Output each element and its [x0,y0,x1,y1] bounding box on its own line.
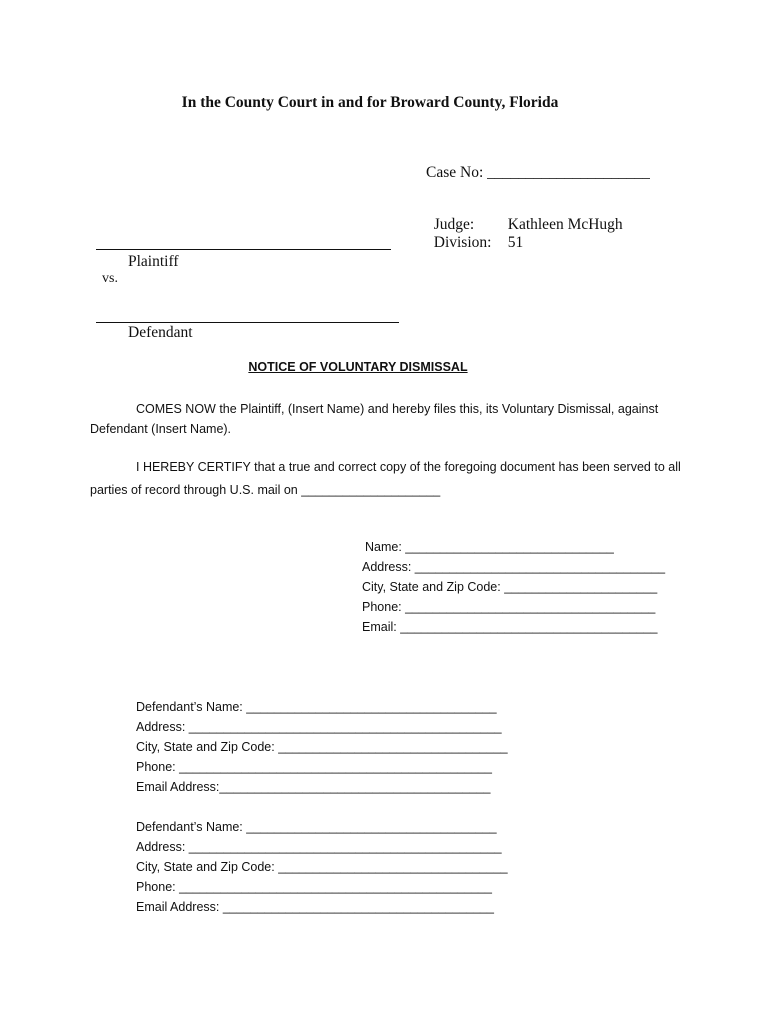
versus-label: vs. [102,271,118,286]
plaintiff-name-line[interactable] [96,249,391,250]
defendant-label: Defendant [128,324,193,341]
defendant-name-line[interactable] [96,322,399,323]
notice-title: NOTICE OF VOLUNTARY DISMISSAL [248,360,468,374]
case-number-field[interactable]: Case No: _____________________ [426,164,650,181]
plaintiff-email-field[interactable]: Email: _____________________________________ [362,620,658,634]
judge-label: Judge: [433,216,475,233]
paragraph-2-line-2[interactable]: parties of record through U.S. mail on ____________________ [90,483,441,497]
plaintiff-phone-field[interactable]: Phone: ____________________________________ [362,600,656,614]
defendant-1-name-field[interactable]: Defendant’s Name: ____________________________________ [136,700,497,714]
defendant-2-city-field[interactable]: City, State and Zip Code: _________________________________ [136,860,508,874]
judge-value: Kathleen McHugh [507,216,623,233]
court-title: In the County Court in and for Broward County, Florida [181,94,559,111]
division-label: Division: [433,234,492,251]
plaintiff-name-field[interactable]: Name: ______________________________ [365,540,614,554]
defendant-2-phone-field[interactable]: Phone: _____________________________________________ [136,880,492,894]
defendant-1-city-field[interactable]: City, State and Zip Code: _________________________________ [136,740,508,754]
plaintiff-city-field[interactable]: City, State and Zip Code: ______________________ [362,580,658,594]
defendant-2-name-field[interactable]: Defendant’s Name: ____________________________________ [136,820,497,834]
defendant-1-address-field[interactable]: Address: _____________________________________________ [136,720,502,734]
paragraph-1-line-2: Defendant (Insert Name). [90,422,232,436]
division-row [426,216,523,252]
plaintiff-address-field[interactable]: Address: ____________________________________ [362,560,666,574]
plaintiff-label: Plaintiff [128,253,179,270]
defendant-1-phone-field[interactable]: Phone: _____________________________________________ [136,760,492,774]
defendant-2-address-field[interactable]: Address: _____________________________________________ [136,840,502,854]
paragraph-1-line-1: COMES NOW the Plaintiff, (Insert Name) and hereby files this, its Voluntary Dismissal, against [136,402,659,416]
paragraph-2-line-1: I HEREBY CERTIFY that a true and correct copy of the foregoing document has been served to all [136,460,681,474]
division-value: 51 [507,234,524,251]
defendant-2-email-field[interactable]: Email Address: _______________________________________ [136,900,494,914]
defendant-1-email-field[interactable]: Email Address:_______________________________________ [136,780,491,794]
